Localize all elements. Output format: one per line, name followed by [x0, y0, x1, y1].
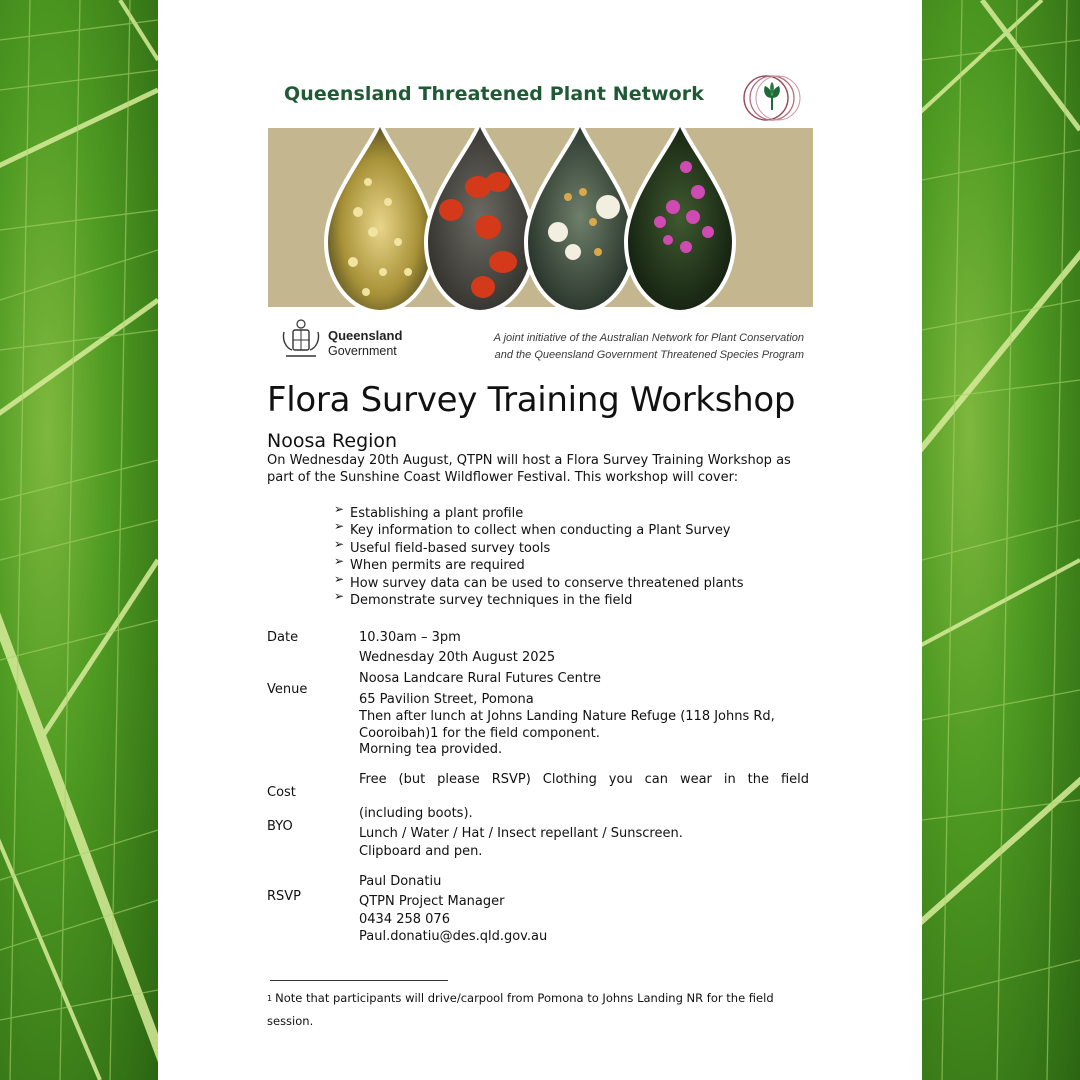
byo-line-1: Lunch / Water / Hat / Insect repellant / Sunscreen.	[359, 826, 683, 841]
flyer-page	[158, 0, 922, 1080]
government-name: Queensland	[328, 328, 403, 343]
list-item	[334, 589, 744, 609]
venue-line-3: Then after lunch at Johns Landing Nature Refuge (118 Johns Rd, Cooroibah)1 for the field component.	[359, 709, 775, 741]
cost-line-1: Free (but please RSVP) Clothing you can wear in the field	[359, 772, 809, 787]
topic-text: When permits are required	[350, 558, 525, 574]
topic-text: Establishing a plant profile	[350, 506, 524, 521]
rsvp-label: RSVP	[267, 889, 302, 904]
byo-line-2: Clipboard and pen.	[359, 844, 483, 859]
intro-paragraph: On Wednesday 20th August, QTPN will host a Flora Survey Training Workshop as part of the Sunshine Coast Wildflower Festival. This workshop will cover:	[267, 453, 791, 485]
joint-line-1: A joint initiative of the Australian Network for Plant Conservation	[493, 332, 804, 344]
region-heading: Noosa Region	[267, 430, 398, 452]
arrowhead-bullet-icon: ➢	[334, 519, 345, 534]
arrowhead-bullet-icon: ➢	[334, 571, 345, 586]
government-sub: Government	[328, 344, 397, 358]
leaf-background-right	[922, 0, 1080, 1080]
topic-text: Demonstrate survey techniques in the field	[350, 593, 633, 609]
page-title: Flora Survey Training Workshop	[267, 380, 796, 420]
venue-label: Venue	[267, 682, 308, 697]
list-item	[334, 519, 744, 539]
arrowhead-bullet-icon: ➢	[334, 536, 345, 551]
network-title: Queensland Threatened Plant Network	[284, 83, 704, 105]
topic-text: Useful field-based survey tools	[350, 540, 551, 556]
footnote-text: Note that participants will drive/carpool from Pomona to Johns Landing NR for the field session.	[267, 991, 774, 1028]
list-item	[334, 502, 744, 522]
date-label: Date	[267, 630, 299, 645]
topics-list	[334, 502, 744, 609]
venue-line-2: 65 Pavilion Street, Pomona	[359, 692, 534, 707]
list-item	[334, 554, 744, 574]
cost-line-2: (including boots).	[359, 806, 473, 821]
flower-banner	[268, 128, 813, 307]
list-item	[334, 571, 744, 592]
arrowhead-bullet-icon: ➢	[334, 589, 345, 604]
rsvp-role: QTPN Project Manager	[359, 894, 505, 909]
list-item	[334, 536, 744, 557]
time-value: 10.30am – 3pm	[359, 630, 461, 645]
date-value: Wednesday 20th August 2025	[359, 650, 556, 665]
joint-initiative-text	[458, 330, 804, 364]
topic-text: How survey data can be used to conserve threatened plants	[350, 575, 744, 591]
leaf-background-left	[0, 0, 158, 1080]
sprout-logo-icon	[742, 72, 802, 124]
footnote	[267, 987, 819, 1033]
arrowhead-bullet-icon: ➢	[334, 554, 345, 569]
venue-line-1: Noosa Landcare Rural Futures Centre	[359, 671, 602, 686]
arrowhead-bullet-icon: ➢	[334, 502, 345, 516]
venue-line-4: Morning tea provided.	[359, 742, 503, 757]
rsvp-email[interactable]: Paul.donatiu@des.qld.gov.au	[359, 929, 548, 944]
rsvp-phone: 0434 258 076	[359, 912, 450, 927]
topic-text: Key information to collect when conducting a Plant Survey	[350, 523, 731, 539]
byo-label: BYO	[267, 819, 293, 834]
footnote-divider	[270, 980, 448, 981]
cost-label: Cost	[267, 785, 296, 800]
qld-coat-of-arms-icon	[280, 318, 322, 362]
joint-line-2: and the Queensland Government Threatened Species Program	[494, 349, 804, 361]
footnote-marker: 1	[267, 994, 273, 1003]
rsvp-name: Paul Donatiu	[359, 874, 442, 889]
queensland-government-logo	[280, 318, 420, 364]
